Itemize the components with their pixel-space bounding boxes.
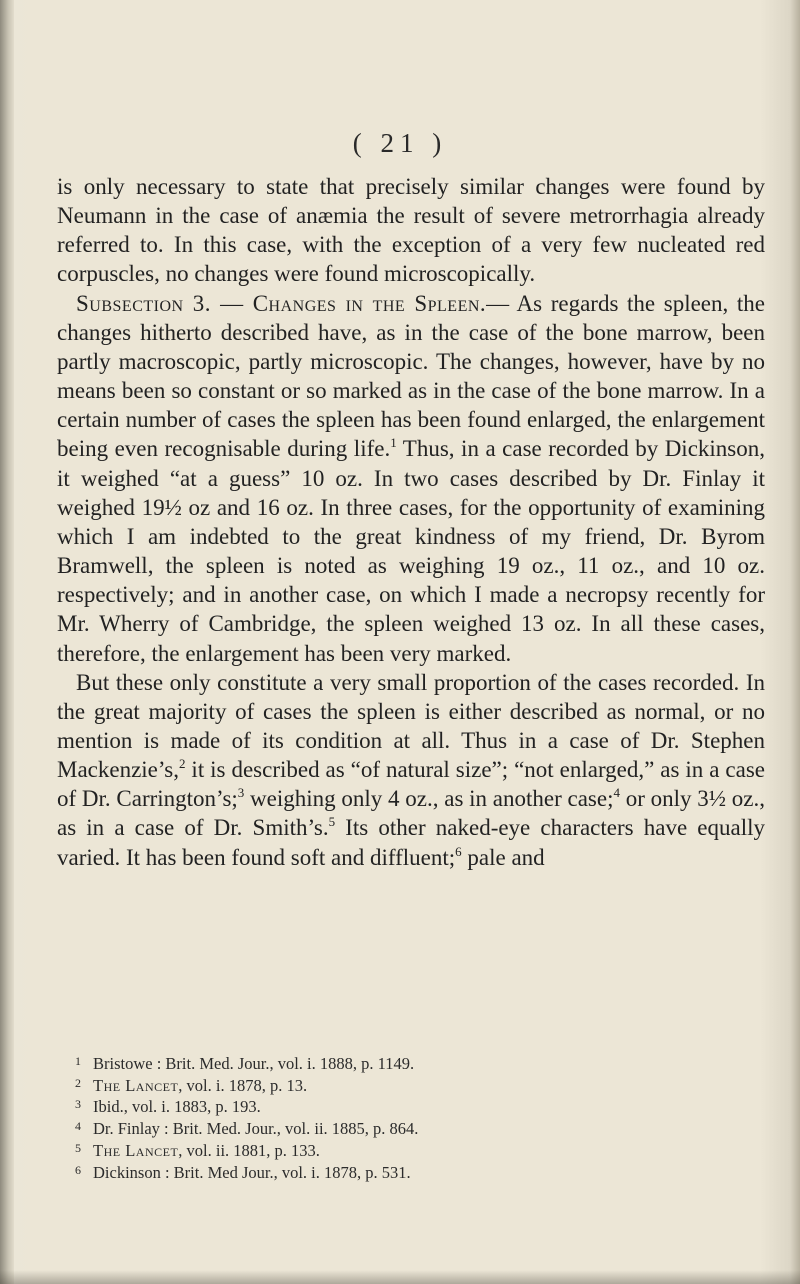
footnote [75, 1074, 775, 1096]
paragraph-3-text-e: Its other naked-eye characters have equally varied. It has been found soft and diffluent; [57, 815, 765, 870]
page-number: ( 21 ) [352, 128, 448, 158]
footnote-text: , vol. ii. 1881, p. 133. [178, 1140, 320, 1160]
footnote-number: 3 [75, 1097, 81, 1112]
paragraph-2 [57, 289, 765, 668]
paragraph-3-text-a: But these only constitute a very small proportion of the cases recorded. In the great majority of cases the spleen is either described as normal, or no mention is made of its condition at all. Thus in a case of Dr. Stephen Mackenzie’s, [57, 669, 765, 783]
footnotes [75, 1052, 775, 1182]
footnote-number: 1 [75, 1054, 81, 1068]
paragraph-2-text-b: Thus, in a case recorded by Dickinson, it weighed “at a guess” 10 oz. In two cases described by Dr. Finlay it weighed 19½ oz and 16 oz. In three cases, for the opportunity of examining which I am indebted to the great kindness of my friend, Dr. Byrom Bramwell, the spleen is noted as weighing 19 oz., 11 oz., and 10 oz. respectively; and in another case, on which I made a necropsy recently for Mr. Wherry of Cambridge, the spleen weighed 13 oz. In all these cases, therefore, the enlargement has been very marked. [57, 436, 766, 666]
footnote-ref-5: 5 [328, 814, 336, 830]
footnote-text: Dickinson : Brit. Med Jour., vol. i. 1878, p. 531. [93, 1162, 411, 1182]
footnote-number: 6 [75, 1162, 81, 1177]
footnote-journal: The Lancet [93, 1075, 179, 1095]
footnote-ref-1: 1 [390, 435, 397, 451]
footnote-number: 5 [75, 1140, 81, 1155]
footnote-ref-6: 6 [455, 843, 462, 859]
paragraph-3 [57, 668, 765, 872]
footnote-number: 4 [75, 1119, 81, 1134]
footnote-ref-4: 4 [613, 785, 620, 801]
footnote [75, 1161, 775, 1183]
footnote [75, 1095, 775, 1117]
footnote [75, 1052, 775, 1074]
footnote-text: , vol. i. 1878, p. 13. [178, 1075, 308, 1095]
paragraph-1-text: is only necessary to state that precisely similar changes were found by Neumann in the case of anæmia the result of severe metrorrhagia already referred to. In this case, with the exception of a very few nucleated red corpuscles, no changes were found microscopically. [57, 174, 765, 287]
footnote [75, 1117, 775, 1139]
paragraph-3-text-c: weighing only 4 oz., as in another case; [244, 786, 614, 812]
paragraph-2-text-a: — As regards the spleen, the changes hitherto described have, as in the case of the bone marrow, been partly macroscopic, partly microscopic. The changes, however, have by no means been so constant or so marked as in the case of the bone marrow. In a certain number of cases the spleen has been found enlarged, the enlargement being even recognisable during life. [57, 290, 765, 462]
footnote-text: Dr. Finlay : Brit. Med. Jour., vol. ii. 1885, p. 864. [93, 1119, 419, 1139]
footnote-text: Bristowe : Brit. Med. Jour., vol. i. 1888, p. 1149. [93, 1054, 415, 1073]
paragraph-3-text-d: or only 3½ oz., as in a case of Dr. Smith’s. [57, 786, 765, 841]
paragraph-3-text-b: it is described as “of natural size”; “not enlarged,” as in a case of Dr. Carrington’s; [57, 757, 765, 812]
footnote-text: Ibid., vol. i. 1883, p. 193. [93, 1097, 261, 1117]
footnote-journal: The Lancet [93, 1140, 179, 1160]
footnote-ref-3: 3 [237, 785, 245, 801]
footnote-number: 2 [75, 1075, 81, 1090]
page-bottom-shadow [0, 1270, 800, 1284]
subsection-heading: Subsection 3. — Changes in the Spleen. [76, 290, 487, 316]
footnote-ref-2: 2 [178, 756, 186, 772]
page-binding-edge [0, 0, 14, 1284]
body-text [57, 172, 765, 872]
paragraph-1 [57, 172, 765, 289]
footnote [75, 1139, 775, 1161]
paragraph-3-text-f: pale and [461, 844, 545, 870]
